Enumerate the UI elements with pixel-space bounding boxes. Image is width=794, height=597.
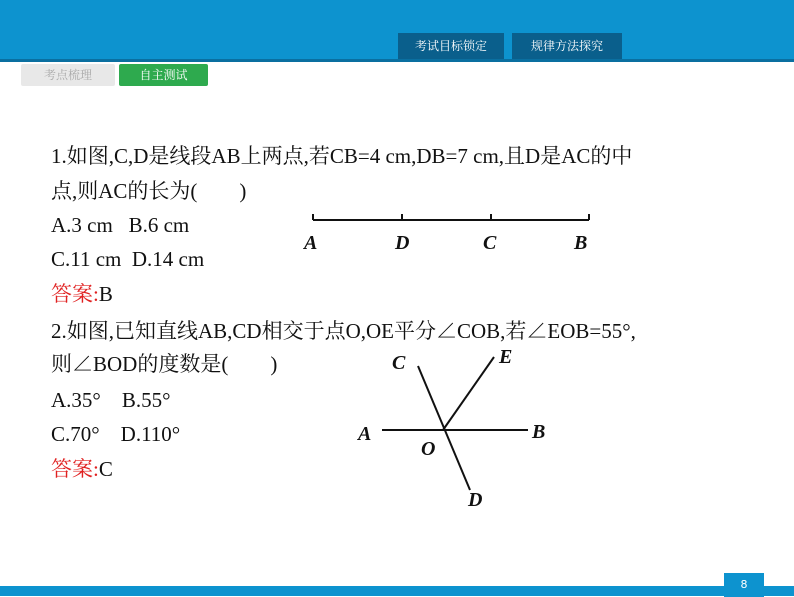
point-label-e: E: [499, 346, 513, 368]
subtab-self-test[interactable]: 自主测试: [119, 64, 208, 86]
point-label-d: D: [468, 489, 483, 511]
point-label-b: B: [532, 421, 546, 443]
question-2-options-ab: A.35° B.55°: [51, 388, 171, 412]
question-1-options-ab: A.3 cm B.6 cm: [51, 213, 190, 237]
subtab-key-points[interactable]: 考点梳理: [21, 64, 115, 86]
figure-1-segment: [302, 214, 589, 254]
point-label-d: D: [395, 232, 410, 254]
tab-method-exploration[interactable]: 规律方法探究: [512, 33, 622, 59]
point-label-b: B: [574, 232, 588, 254]
question-1-line-1: 1.如图,C,D是线段AB上两点,若CB=4 cm,DB=7 cm,且D是AC的中: [51, 144, 633, 168]
question-1-line-2: 点,则AC的长为( ): [51, 179, 247, 203]
point-label-c: C: [483, 232, 497, 254]
point-label-c: C: [392, 352, 406, 374]
point-label-o: O: [421, 438, 436, 460]
point-label-a: A: [358, 423, 372, 445]
point-label-a: A: [304, 232, 318, 254]
answer-label: 答案:: [51, 457, 99, 481]
answer-value: B: [98, 282, 113, 306]
question-1-options-cd: C.11 cm D.14 cm: [51, 247, 205, 271]
ray-oe: [443, 357, 494, 430]
footer-bar: [0, 586, 794, 596]
tab-exam-goals[interactable]: 考试目标锁定: [398, 33, 504, 59]
page-number: 8: [724, 573, 764, 597]
question-2-line-1: 2.如图,已知直线AB,CD相交于点O,OE平分∠COB,若∠EOB=55°,: [51, 319, 636, 343]
figure-2-intersecting-lines: [356, 346, 545, 511]
answer-value: C: [98, 457, 113, 481]
question-2-options-cd: C.70° D.110°: [51, 422, 181, 446]
question-2-line-2: 则∠BOD的度数是( ): [51, 352, 278, 376]
answer-label: 答案:: [51, 282, 99, 306]
